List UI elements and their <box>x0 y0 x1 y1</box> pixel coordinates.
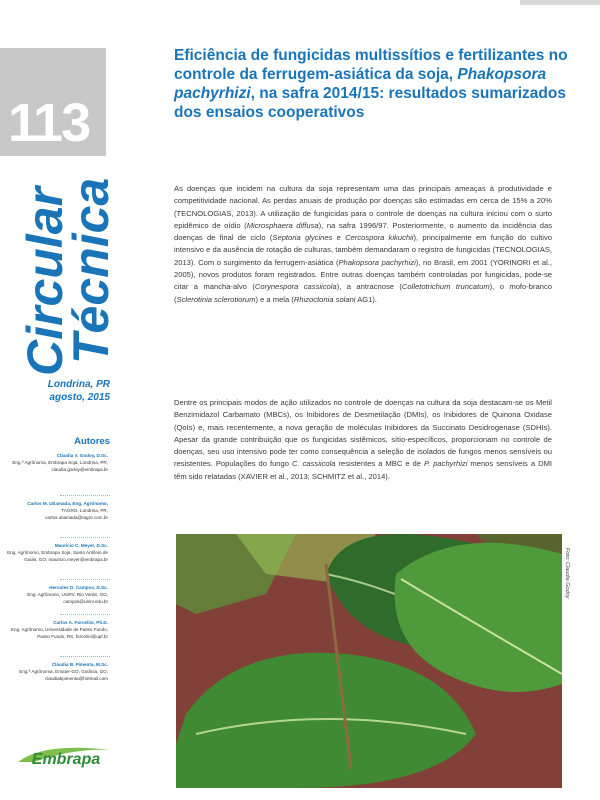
series-line-circular: Circular <box>17 187 73 376</box>
species-name: Cercospora kikuchii <box>345 233 414 243</box>
species-name: Rhizoctonia solani <box>293 294 356 304</box>
title-part-1: Eficiência de fungicidas multissítios e fertilizantes no controle da ferrugem-asiática da soja, <box>174 47 568 83</box>
title-species: Phakopsora pachyrhizi <box>174 66 547 102</box>
author-name: Maurício C. Meyer, D.Sc. <box>54 543 108 548</box>
publisher-name: Embrapa <box>31 751 101 768</box>
body-paragraph-1 <box>174 183 552 306</box>
author-affiliation: Eng. Agrônomo, Universidade de Passo Fundo, Passo Fundo, RS, forcelini@upf.br <box>10 627 108 639</box>
issue-number: 113 <box>8 93 90 153</box>
author-name: Cláudia V. Godoy, D.Sc. <box>56 453 108 458</box>
embrapa-logo <box>14 740 114 770</box>
species-name: Colletotrichum truncatum <box>401 282 490 292</box>
soybean-leaf-photo <box>176 534 562 788</box>
species-name: Septoria glycines <box>272 233 333 243</box>
species-name: Sclerotinia sclerotiorum <box>176 294 256 304</box>
author-divider <box>60 579 110 580</box>
text-run: menos sensíveis a DMI têm sido relatadas (XAVIER et al., 2013; SCHMITZ et al., 2014). <box>174 459 553 481</box>
soybean-leaf-illustration <box>176 534 562 788</box>
author-affiliation: TAGRO, Londrina, PR, carlos.utiamada@tagro.com.br <box>45 508 108 520</box>
publication-place-date <box>10 378 110 404</box>
series-line-tecnica: Técnica <box>63 177 119 364</box>
species-name: P. pachyrhizi <box>424 459 468 469</box>
author-name: Hercules D. Campos, D.Sc. <box>49 585 108 590</box>
text-run: e <box>332 233 346 243</box>
header-corner-bar <box>520 0 600 5</box>
author-entry <box>4 542 108 563</box>
text-run: ), principalmente em função do cultivo intensivo e da ausência de rotação de culturas, também demandaram o registro de fungicidas (TECNOLOGIAS, 2013). Com o surgimento da ferrugem-asiática ( <box>174 233 552 267</box>
author-entry <box>4 619 108 640</box>
top-stripe <box>0 0 600 6</box>
species-name: C. cassiicola <box>291 459 336 469</box>
body-paragraph-2 <box>174 397 552 483</box>
author-divider <box>60 495 110 496</box>
photo-credit: Foto: Claudia Godoy <box>564 548 570 599</box>
publication-date: agosto, 2015 <box>49 392 110 403</box>
species-name: Corynespora cassiicola <box>254 282 337 292</box>
text-run: Dentre os principais modos de ação utilizados no controle de doenças na cultura da soja destacam-se os Metil Benzimidazol Carbamato (MBCs), os Inibidores de Desmetilação (DMIs), os Inibidores de Quinona Oxidase (QoIs) e, mais recentemente, a nova geração de moléculas Inibidores da Succinato Desidrogenase (SDHIs). Apesar da grande contribuição que os fungicidas sistêmicos, sítio-específicos, proporcionam no controle de doenças, seu uso intensivo pode ter como consequência a seleção de isolados de fungos menos sensíveis ou resistentes. Populações do fungo <box>174 398 552 469</box>
author-affiliation: Eng.ª Agrônoma, Emater-GO, Goiânia, GO, claudiabpimenta@hotmail.com <box>19 669 108 681</box>
text-run: ), o mofo-branco ( <box>174 282 552 304</box>
text-run: ), a antracnose ( <box>336 282 402 292</box>
text-run: ) e a mela ( <box>255 294 294 304</box>
title-part-2: , na safra 2014/15: resultados sumarizados dos ensaios cooperativos <box>174 85 566 121</box>
embrapa-logo-svg <box>14 740 114 770</box>
text-run: As doenças que incidem na cultura da soja representam uma das principais ameaças à produtividade e competitividade nacional. As perdas anuais de produção por doenças são estimadas em cerca de 15% a 20% (TECNOLOGIAS, 2013). A utilização de fungicidas para o controle de doenças na cultura iniciou com o surto epidêmico de oídio ( <box>174 184 552 230</box>
author-name: Cláudia B. Pimenta, M.Sc. <box>51 662 108 667</box>
author-entry <box>4 584 108 605</box>
author-affiliation: Eng.ª Agrônoma, Embrapa Soja, Londrina, PR, claudia.godoy@embrapa.br <box>12 460 108 472</box>
author-divider <box>60 537 110 538</box>
text-run: resistentes a MBC e de <box>335 459 425 469</box>
authors-heading: Autores <box>74 436 110 447</box>
author-entry <box>4 500 108 521</box>
author-divider <box>60 614 110 615</box>
author-affiliation: Eng. Agrônomo, Embrapa Soja, Santo Antônio de Goiás, GO, mauricio.meyer@embrapa.br <box>7 550 108 562</box>
text-run: AG1). <box>355 294 378 304</box>
species-name: Microsphaera diffusa <box>246 220 319 230</box>
author-name: Carlos M. Utiamada, Eng. Agrônomo, <box>27 501 108 506</box>
text-run: ), no Brasil, em 2001 (YORINORI et al., 2005), novos produtos foram registrados. Entre outras doenças também controladas por fungicidas, pode-se citar a mancha-alvo ( <box>174 257 552 292</box>
text-run: ), na safra 1996/97. Posteriormente, o aumento da incidência das doenças de final de ciclo ( <box>174 220 552 243</box>
author-entry <box>4 661 108 682</box>
publication-place: Londrina, PR <box>47 379 110 390</box>
series-title <box>0 158 120 378</box>
series-title-svg <box>0 158 120 378</box>
species-name: Phakopsora pachyrhizi <box>338 257 416 267</box>
author-entry <box>4 452 108 473</box>
author-affiliation: Eng. Agrônomo, UniRV, Rio Verde, GO, campos@unirv.edu.br <box>27 592 108 604</box>
document-title <box>174 46 570 122</box>
author-name: Carlos A. Forcelini, Ph.D. <box>53 620 108 625</box>
author-divider <box>60 656 110 657</box>
